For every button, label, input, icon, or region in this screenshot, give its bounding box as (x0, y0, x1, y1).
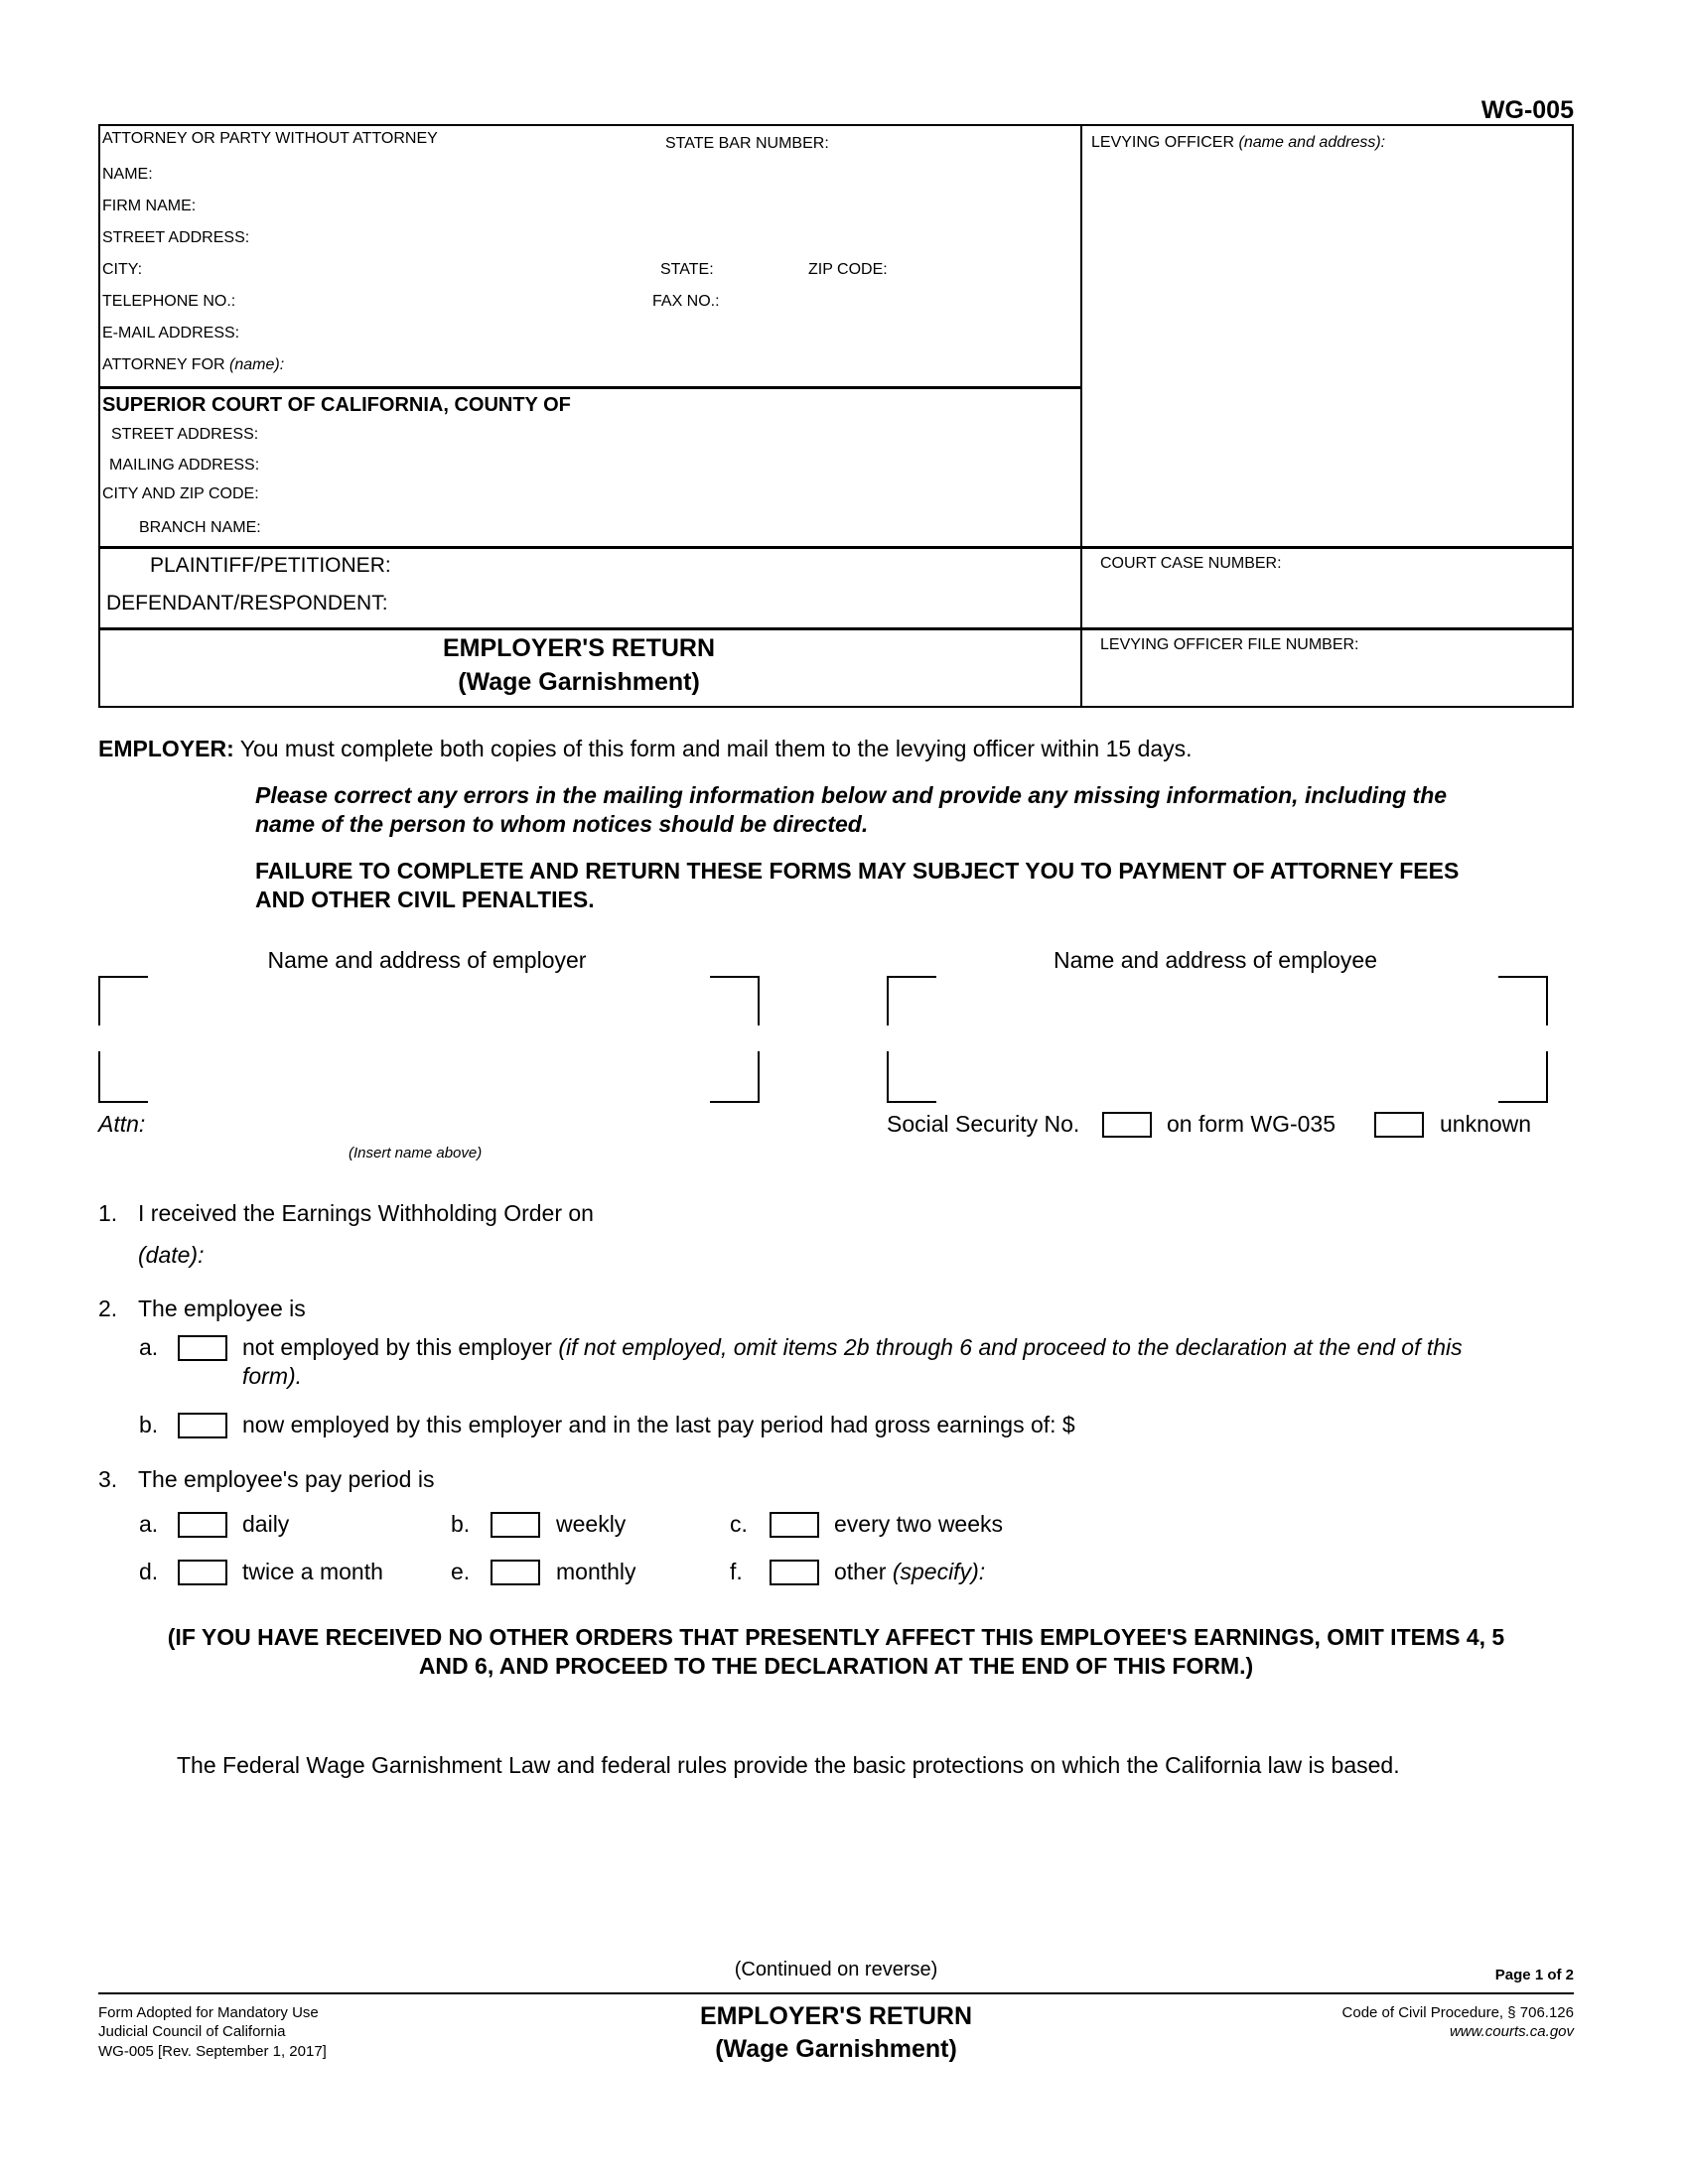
ssn-label: Social Security No. (887, 1111, 1080, 1137)
attn-label[interactable]: Attn: (98, 1111, 146, 1137)
failure-warning: FAILURE TO COMPLETE AND RETURN THESE FORMS MAY SUBJECT YOU TO PAYMENT OF ATTORNEY FEES (255, 858, 1460, 884)
pay-period-letter: d. (139, 1559, 159, 1584)
pay-period-letter: f. (730, 1559, 743, 1584)
email-label[interactable]: E-MAIL ADDRESS: (102, 325, 240, 341)
footer-subtitle: (Wage Garnishment) (715, 2035, 957, 2063)
state-label[interactable]: STATE: (660, 261, 714, 278)
levying-officer-label[interactable]: LEVYING OFFICER (name and address): (1091, 134, 1386, 151)
attorney-for-label[interactable]: ATTORNEY FOR (name): (102, 356, 285, 373)
pay-period-twice-month-checkbox[interactable] (178, 1560, 227, 1585)
item-2a-text: not employed by this employer (if not employed, omit items 2b through 6 and proceed to the declaration at the end of this (242, 1334, 1463, 1360)
file-number-label[interactable]: LEVYING OFFICER FILE NUMBER: (1100, 636, 1359, 653)
city-label[interactable]: CITY: (102, 261, 143, 278)
pay-period-other-checkbox[interactable] (770, 1560, 819, 1585)
employee-address-heading: Name and address of employee (1053, 947, 1378, 973)
federal-law-note: The Federal Wage Garnishment Law and federal rules provide the basic protections on which the California law is based. (177, 1752, 1400, 1778)
divider (98, 627, 1574, 630)
form-id: WG-005 (1480, 96, 1574, 124)
item-1-date-label[interactable]: (date): (138, 1242, 205, 1268)
item-3-text: The employee's pay period is (138, 1466, 435, 1492)
footer-left-3: WG-005 [Rev. September 1, 2017] (98, 2043, 327, 2060)
zip-label[interactable]: ZIP CODE: (808, 261, 888, 278)
attorney-header: ATTORNEY OR PARTY WITHOUT ATTORNEY (102, 130, 438, 147)
employer-instruction: EMPLOYER: You must complete both copies of this form and mail them to the levying officer within 15 days. (98, 736, 1193, 761)
footer-website[interactable]: www.courts.ca.gov (1449, 2023, 1574, 2040)
pay-period-letter: b. (451, 1511, 471, 1537)
pay-period-biweekly-checkbox[interactable] (770, 1512, 819, 1538)
item-2a-text-2: form). (242, 1363, 303, 1389)
footer-left-1: Form Adopted for Mandatory Use (98, 2004, 319, 2021)
plaintiff-label[interactable]: PLAINTIFF/PETITIONER: (150, 554, 391, 577)
omit-notice: (IF YOU HAVE RECEIVED NO OTHER ORDERS THAT PRESENTLY AFFECT THIS EMPLOYEE'S EARNINGS, OMIT ITEMS 4, 5 (167, 1624, 1505, 1650)
pay-period-letter: a. (139, 1511, 159, 1537)
item-1-number: 1. (98, 1200, 118, 1226)
name-label[interactable]: NAME: (102, 166, 153, 183)
pay-period-label: every two weeks (834, 1511, 1004, 1537)
continued-note: (Continued on reverse) (734, 1959, 938, 1980)
pay-period-label: weekly (556, 1511, 627, 1537)
page-number: Page 1 of 2 (1494, 1967, 1574, 1983)
correction-note-2: name of the person to whom notices should be directed. (255, 811, 869, 837)
item-3-number: 3. (98, 1466, 118, 1492)
correction-note: Please correct any errors in the mailing information below and provide any missing information, including the (255, 782, 1448, 808)
pay-period-weekly-checkbox[interactable] (491, 1512, 540, 1538)
divider (1080, 124, 1082, 708)
pay-period-label: monthly (556, 1559, 636, 1584)
street-label[interactable]: STREET ADDRESS: (102, 229, 250, 246)
pay-period-letter: c. (730, 1511, 748, 1537)
footer-title: EMPLOYER'S RETURN (699, 2002, 973, 2030)
court-city-label[interactable]: CITY AND ZIP CODE: (102, 485, 259, 502)
item-2-text: The employee is (138, 1296, 306, 1321)
pay-period-monthly-checkbox[interactable] (491, 1560, 540, 1585)
failure-warning-2: AND OTHER CIVIL PENALTIES. (255, 887, 595, 912)
court-heading: SUPERIOR COURT OF CALIFORNIA, COUNTY OF (102, 394, 571, 416)
item-1-text: I received the Earnings Withholding Order on (138, 1200, 594, 1226)
pay-period-label: other (specify): (834, 1559, 986, 1584)
footer-left-2: Judicial Council of California (98, 2023, 286, 2040)
pay-period-letter: e. (451, 1559, 471, 1584)
caption-box (98, 124, 1574, 708)
now-employed-checkbox[interactable] (178, 1413, 227, 1438)
pay-period-daily-checkbox[interactable] (178, 1512, 227, 1538)
form-subtitle: (Wage Garnishment) (458, 668, 700, 696)
state-bar-label[interactable]: STATE BAR NUMBER: (665, 135, 829, 152)
on-form-label: on form WG-035 (1167, 1111, 1336, 1137)
firm-label[interactable]: FIRM NAME: (102, 198, 197, 214)
item-2b-letter: b. (139, 1412, 159, 1437)
fax-label[interactable]: FAX NO.: (652, 293, 720, 310)
omit-notice-2: AND 6, AND PROCEED TO THE DECLARATION AT THE END OF THIS FORM.) (418, 1653, 1254, 1679)
insert-name-note: (Insert name above) (349, 1145, 483, 1161)
footer-rule (98, 1992, 1574, 1994)
employer-address-area[interactable] (98, 976, 760, 1103)
case-number-label[interactable]: COURT CASE NUMBER: (1100, 555, 1282, 572)
item-2-number: 2. (98, 1296, 118, 1321)
court-mailing-label[interactable]: MAILING ADDRESS: (109, 457, 260, 474)
ssn-unknown-checkbox[interactable] (1374, 1112, 1424, 1138)
court-branch-label[interactable]: BRANCH NAME: (139, 519, 261, 536)
defendant-label[interactable]: DEFENDANT/RESPONDENT: (106, 592, 388, 614)
pay-period-label: daily (242, 1511, 290, 1537)
employee-address-area[interactable] (887, 976, 1548, 1103)
telephone-label[interactable]: TELEPHONE NO.: (102, 293, 236, 310)
divider (98, 546, 1574, 549)
item-2b-text: now employed by this employer and in the last pay period had gross earnings of: $ (242, 1412, 1075, 1437)
ssn-on-form-checkbox[interactable] (1102, 1112, 1152, 1138)
divider (98, 386, 1081, 389)
pay-period-label: twice a month (242, 1559, 383, 1584)
not-employed-checkbox[interactable] (178, 1335, 227, 1361)
unknown-label: unknown (1440, 1111, 1532, 1137)
employer-address-heading: Name and address of employer (267, 947, 587, 973)
item-2a-letter: a. (139, 1334, 159, 1360)
footer-code: Code of Civil Procedure, § 706.126 (1341, 2004, 1574, 2021)
court-street-label[interactable]: STREET ADDRESS: (111, 426, 259, 443)
form-title: EMPLOYER'S RETURN (442, 634, 716, 662)
